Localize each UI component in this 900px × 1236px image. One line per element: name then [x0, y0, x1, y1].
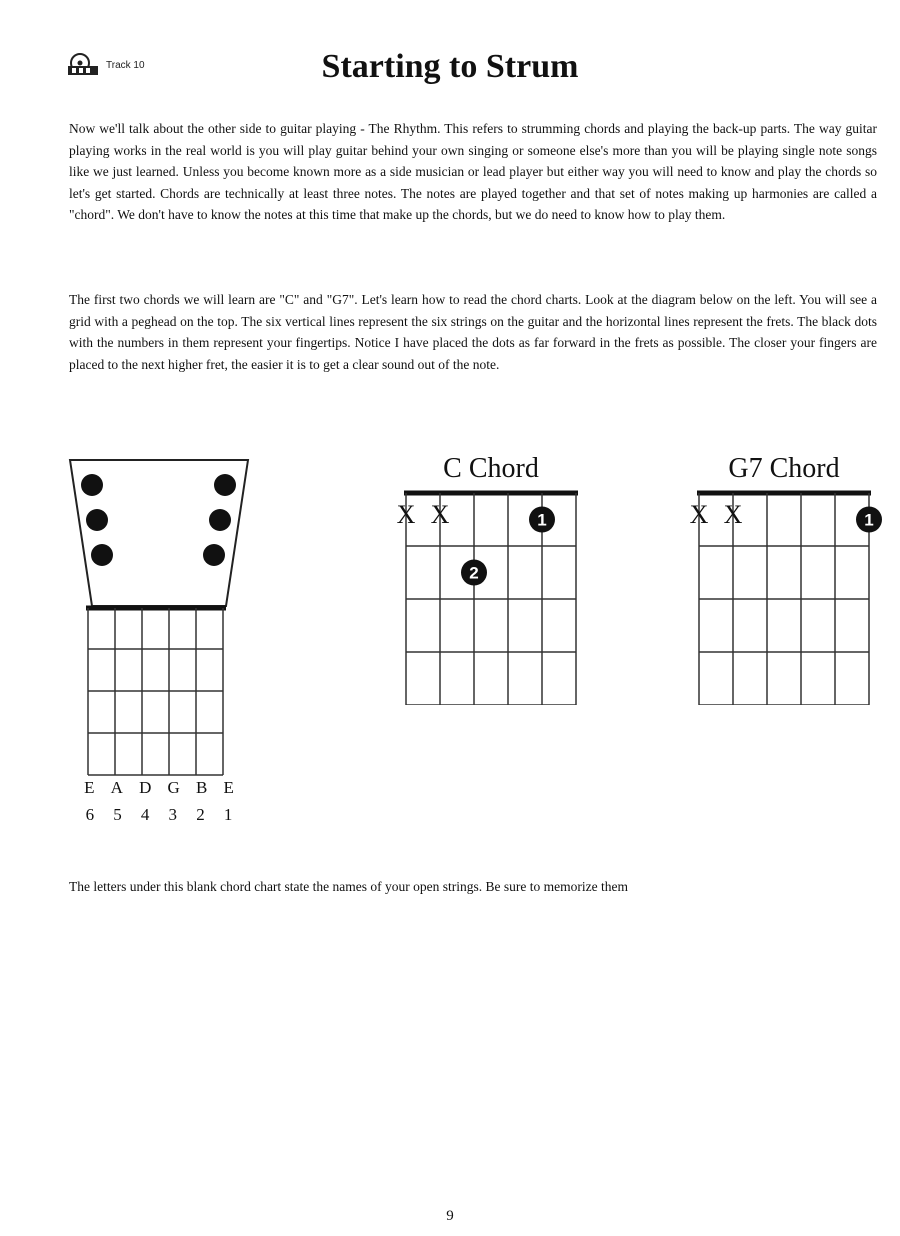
muted-string-marker: X — [396, 500, 416, 529]
intro-paragraph: Now we'll talk about the other side to guitar playing - The Rhythm. This refers to strumming chords and playing the back-up parts. The way guitar playing works in the real world is you will play guitar behind your own singing or someone else's more than you will be playing single note songs like we just learned. Unless you become known more as a side musician or lead player but either way you will need to know and play the chords so let's get started. Chords are technically at least three notes. The notes are played together and that set of notes making up harmonies are called a "chord". We don't have to know the notes at this time that make up the chords, but we do need to know how to play them. — [69, 121, 877, 222]
string-number: 6 — [85, 805, 95, 824]
finger-number: 1 — [537, 510, 547, 530]
string-number: 2 — [196, 805, 205, 824]
string-name: E — [223, 778, 234, 797]
string-name: G — [167, 778, 180, 797]
string-number: 4 — [140, 805, 150, 824]
blank-fret-grid — [88, 608, 223, 775]
string-number: 1 — [223, 805, 233, 824]
g7-chord-title: G7 Chord — [728, 453, 840, 484]
tuning-peg — [86, 509, 108, 531]
string-number: 3 — [168, 805, 178, 824]
tuning-peg — [91, 544, 113, 566]
c-chord-title: C Chord — [443, 453, 539, 484]
finger-number: 1 — [864, 510, 874, 530]
string-name: E — [84, 778, 95, 797]
tuning-peg — [214, 474, 236, 496]
tuning-peg — [81, 474, 103, 496]
track-label: Track 10 — [106, 59, 145, 71]
open-string-names — [76, 778, 242, 798]
c-chord-diagram — [390, 485, 590, 705]
muted-string-marker: X — [430, 500, 450, 529]
open-string-numbers — [76, 805, 242, 825]
open-strings-note: The letters under this blank chord chart state the names of your open strings. Be sure to memorize them — [69, 879, 628, 894]
page-number: 9 — [446, 1208, 454, 1224]
string-name: D — [139, 778, 152, 797]
g7-chord-diagram — [683, 485, 883, 705]
string-name: A — [110, 778, 123, 797]
blank-chord-chart — [60, 450, 260, 780]
muted-string-marker: X — [689, 500, 709, 529]
string-name: B — [196, 778, 208, 797]
finger-number: 2 — [469, 563, 479, 583]
tuning-peg — [203, 544, 225, 566]
page-title: Starting to Strum — [321, 48, 579, 85]
muted-string-marker: X — [723, 500, 743, 529]
string-number: 5 — [113, 805, 122, 824]
chord-chart-paragraph: The first two chords we will learn are "C" and "G7". Let's learn how to read the chord charts. Look at the diagram below on the left. You will see a grid with a peghead on the top. The six vertical lines represent the six strings on the guitar and the horizontal lines represent the frets. The black dots with the numbers in them represent your fingertips. Notice I have placed the dots as far forward in the frets as possible. The closer your fingers are placed to the next higher fret, the easier it is to get a clear sound out of the note. — [69, 292, 877, 372]
tuning-peg — [209, 509, 231, 531]
